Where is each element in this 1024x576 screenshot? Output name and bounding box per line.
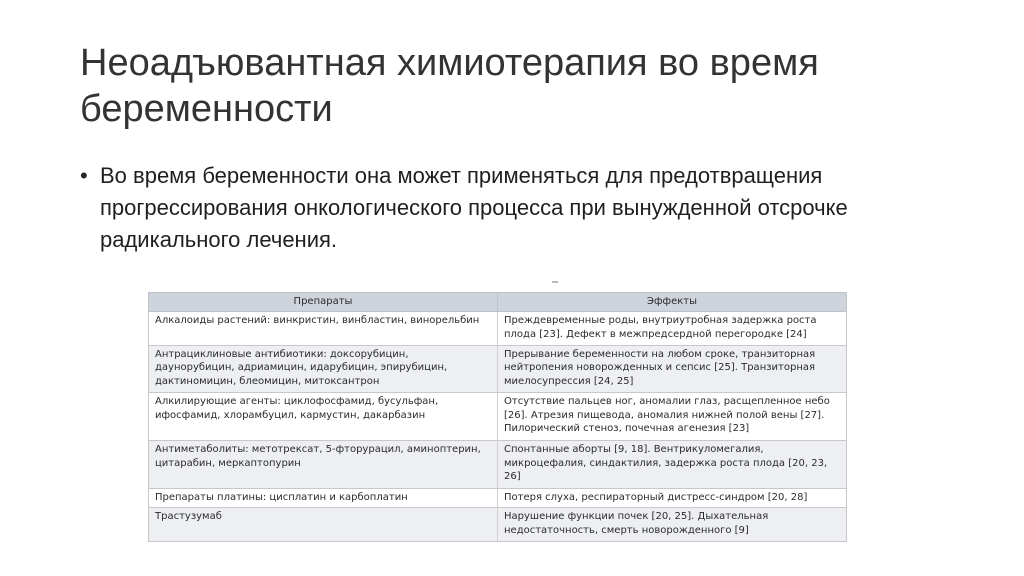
bullet-list [80,160,980,256]
drug-effects-table [148,292,846,542]
effect-cell: Потеря слуха, респираторный дистресс-синдром [20, 28] [498,488,847,507]
table-row [149,312,847,346]
effect-cell: Прерывание беременности на любом сроке, транзиторная нейтропения новорожденных и сепсис [25]. Транзиторная миелосупрессия [24, 25] [498,345,847,393]
drug-cell: Алкалоиды растений: винкристин, винбластин, винорельбин [149,312,498,346]
effect-cell: Отсутствие пальцев ног, аномалии глаз, расщепленное небо [26]. Атрезия пищевода, аномалия нижней полой вены [27]. Пилорический стеноз, почечная агенезия [23] [498,393,847,441]
drug-cell: Алкилирующие агенты: циклофосфамид, бусульфан, ифосфамид, хлорамбуцил, кармустин, дакарбазин [149,393,498,441]
drug-cell: Препараты платины: цисплатин и карбоплатин [149,488,498,507]
table-row [149,345,847,393]
table-row [149,508,847,542]
drug-cell: Антиметаболиты: метотрексат, 5-фторурацил, аминоптерин, цитарабин, меркаптопурин [149,441,498,489]
header-effects: Эффекты [498,293,847,312]
slide-title: Неоадъювантная химиотерапия во время беременности [80,42,819,130]
effect-cell: Преждевременные роды, внутриутробная задержка роста плода [23]. Дефект в межпредсердной перегородке [24] [498,312,847,346]
effect-cell: Нарушение функции почек [20, 25]. Дыхательная недостаточность, смерть новорожденного [9] [498,508,847,542]
table-row [149,441,847,489]
header-drugs: Препараты [149,293,498,312]
table-header-row [149,293,847,312]
drug-cell: Антрациклиновые антибиотики: доксорубицин, даунорубицин, адриамицин, идарубицин, эпирубицин, дактиномицин, блеомицин, митоксантрон [149,345,498,393]
decorative-mark [552,281,558,283]
drug-cell: Трастузумаб [149,508,498,542]
bullet-text: Во время беременности она может применяться для предотвращения прогрессирования онкологического процесса при вынужденной отсрочке радикального лечения. [100,163,848,252]
bullet-item [80,160,980,256]
bullet-marker: • [80,163,88,188]
effect-cell: Спонтанные аборты [9, 18]. Вентрикуломегалия, микроцефалия, синдактилия, задержка роста плода [20, 23, 26] [498,441,847,489]
table-row [149,488,847,507]
table-row [149,393,847,441]
